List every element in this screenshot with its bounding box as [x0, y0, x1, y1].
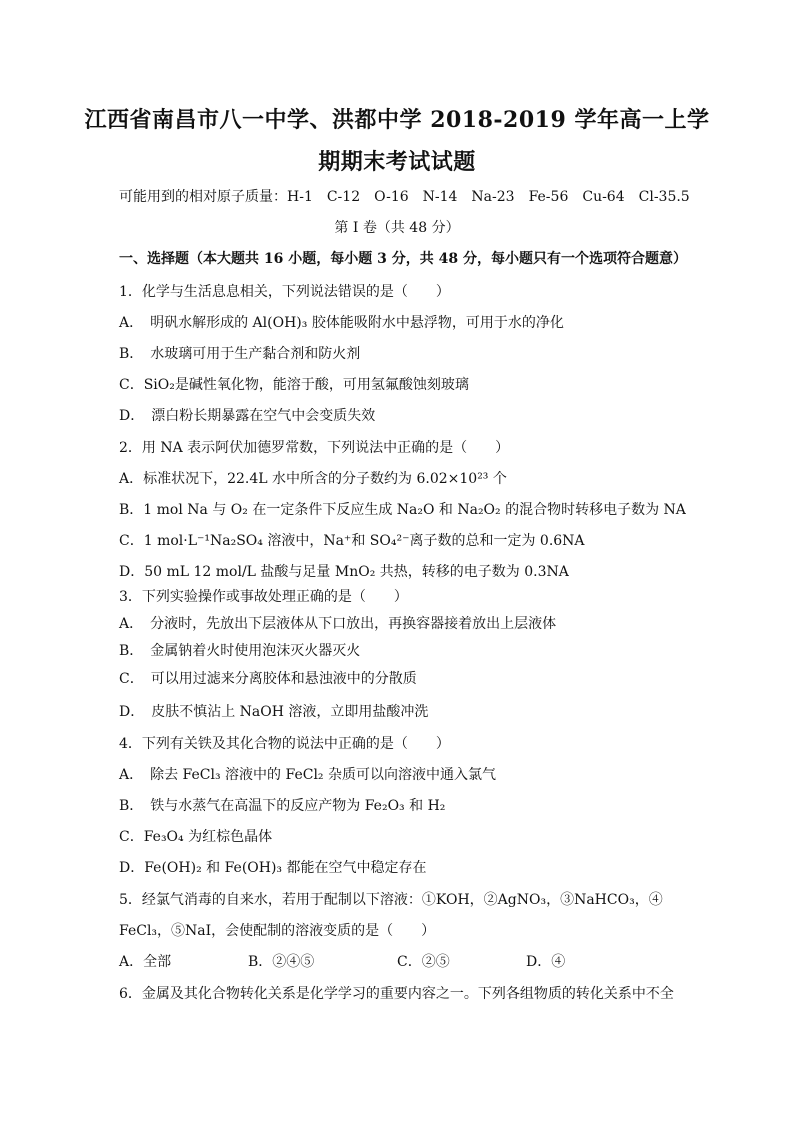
q4-option-c: C．Fe₃O₄ 为红棕色晶体	[119, 829, 273, 845]
q6-stem: 6．金属及其化合物转化关系是化学学习的重要内容之一。下列各组物质的转化关系中不全	[119, 986, 674, 1002]
q1-option-c: C．SiO₂是碱性氧化物，能溶于酸，可用氢氟酸蚀刻玻璃	[119, 377, 469, 393]
q1-option-b: B． 水玻璃可用于生产黏合剂和防火剂	[119, 346, 361, 362]
q5-option-d: D．④	[526, 954, 566, 970]
q4-option-a: A． 除去 FeCl₃ 溶液中的 FeCl₂ 杂质可以向溶液中通入氯气	[119, 767, 496, 783]
q3-option-c: C． 可以用过滤来分离胶体和悬浊液中的分散质	[119, 671, 417, 687]
section-heading: 一、选择题（本大题共 16 小题，每小题 3 分，共 48 分，每小题只有一个选项符合题意）	[119, 251, 687, 267]
q1-stem: 1．化学与生活息息相关，下列说法错误的是（ ）	[119, 284, 450, 300]
q2-option-a: A．标准状况下，22.4L 水中所含的分子数约为 6.02×10²³ 个	[119, 471, 507, 487]
q3-option-b: B． 金属钠着火时使用泡沫灭火器灭火	[119, 643, 361, 659]
q2-stem: 2．用 NA 表示阿伏加德罗常数，下列说法中正确的是（ ）	[119, 440, 510, 456]
exam-title-line2: 期期末考试试题	[318, 149, 476, 175]
q5-stem-line2: FeCl₃，⑤NaI，会使配制的溶液变质的是（ ）	[119, 923, 436, 939]
q5-option-c: C．②⑤	[397, 954, 450, 970]
q3-option-d: D． 皮肤不慎沾上 NaOH 溶液，立即用盐酸冲洗	[119, 704, 429, 720]
q4-option-b: B． 铁与水蒸气在高温下的反应产物为 Fe₂O₃ 和 H₂	[119, 798, 446, 814]
q5-option-b: B．②④⑤	[248, 954, 315, 970]
q5-stem-line1: 5．经氯气消毒的自来水，若用于配制以下溶液：①KOH，②AgNO₃，③NaHCO₃，④	[119, 892, 663, 908]
q5-option-a: A．全部	[119, 954, 172, 970]
exam-title-line1: 江西省南昌市八一中学、洪都中学 2018-2019 学年高一上学	[84, 107, 710, 133]
atomic-masses: 可能用到的相对原子质量：H-1 C-12 O-16 N-14 Na-23 Fe-56 Cu-64 Cl-35.5	[119, 189, 690, 205]
q2-option-d: D．50 mL 12 mol/L 盐酸与足量 MnO₂ 共热，转移的电子数为 0.3NA	[119, 564, 569, 580]
q4-stem: 4．下列有关铁及其化合物的说法中正确的是（ ）	[119, 736, 450, 752]
q2-option-b: B．1 mol Na 与 O₂ 在一定条件下反应生成 Na₂O 和 Na₂O₂ 的混合物时转移电子数为 NA	[119, 502, 686, 518]
q2-option-c: C．1 mol·L⁻¹Na₂SO₄ 溶液中，Na⁺和 SO₄²⁻离子数的总和一定为 0.6NA	[119, 533, 585, 549]
q1-option-d: D． 漂白粉长期暴露在空气中会变质失效	[119, 408, 376, 424]
q4-option-d: D．Fe(OH)₂ 和 Fe(OH)₃ 都能在空气中稳定存在	[119, 860, 427, 876]
q3-option-a: A． 分液时，先放出下层液体从下口放出，再换容器接着放出上层液体	[119, 616, 557, 632]
volume-heading: 第 I 卷（共 48 分）	[334, 220, 460, 236]
q3-stem: 3．下列实验操作或事故处理正确的是（ ）	[119, 589, 408, 605]
q1-option-a: A． 明矾水解形成的 Al(OH)₃ 胶体能吸附水中悬浮物，可用于水的净化	[119, 315, 564, 331]
